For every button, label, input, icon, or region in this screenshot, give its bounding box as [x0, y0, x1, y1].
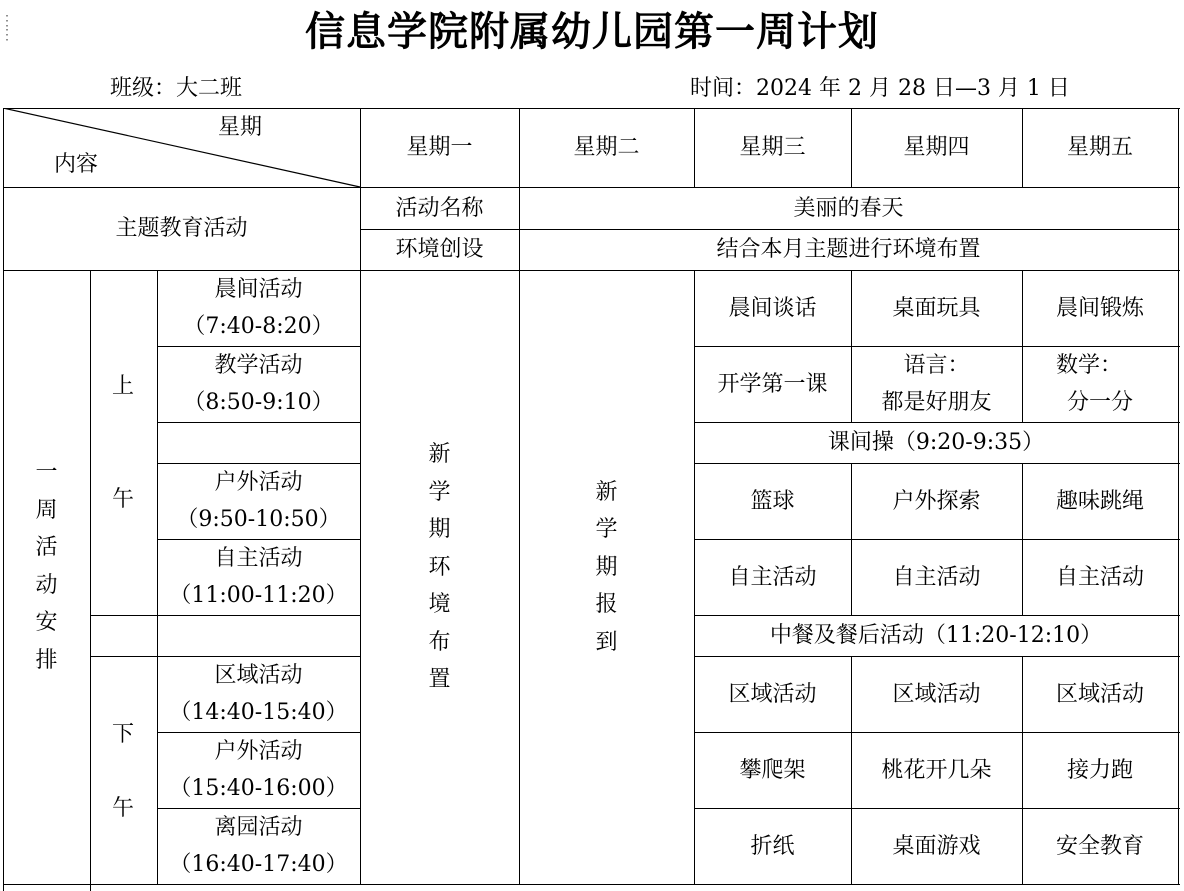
period-time: （15:40-16:00） — [169, 776, 348, 801]
thu-outdoor-am: 户外探索 — [892, 488, 981, 514]
fri-outdoor-pm: 接力跑 — [1066, 757, 1133, 783]
period-outdoor-activity-am — [157, 463, 360, 539]
afternoon-char-1: 下 — [112, 722, 135, 747]
afternoon-char-2: 午 — [112, 796, 135, 821]
period-name: 户外活动 — [214, 470, 303, 495]
wed-morning: 晨间谈话 — [728, 295, 817, 321]
fri-morning: 晨间锻炼 — [1055, 295, 1144, 321]
fri-free: 自主活动 — [1055, 564, 1144, 590]
period-time: （8:50-9:10） — [183, 390, 334, 415]
thu-outdoor-pm: 桃花开几朵 — [881, 757, 992, 783]
theme-label: 主题教育活动 — [115, 216, 248, 241]
fri-area: 区域活动 — [1055, 681, 1144, 707]
wed-area: 区域活动 — [728, 681, 817, 707]
wed-outdoor-am: 篮球 — [750, 488, 795, 514]
fri-departure: 安全教育 — [1055, 833, 1144, 859]
morning-char-2: 午 — [112, 487, 135, 512]
environment-value: 结合本月主题进行环境布置 — [716, 237, 981, 262]
period-free-activity — [157, 539, 360, 615]
thu-area: 区域活动 — [892, 681, 981, 707]
subject-label: 语言： — [903, 353, 970, 378]
corner-weekday-label: 星期 — [218, 115, 263, 140]
period-morning-activity — [157, 270, 360, 346]
tuesday-activity: 新 学 期 报 到 — [595, 479, 618, 655]
header-monday: 星期一 — [406, 135, 473, 160]
morning-label — [90, 270, 157, 615]
period-teaching-activity — [157, 346, 360, 422]
page-title: 信息学院附属幼儿园第一周计划 — [305, 9, 879, 55]
thu-teaching — [851, 346, 1022, 422]
period-name: 离园活动 — [214, 815, 303, 840]
thu-free: 自主活动 — [892, 564, 981, 590]
lesson-title: 分一分 — [1066, 390, 1133, 415]
lesson-title: 都是好朋友 — [881, 390, 992, 415]
subject-label: 数学： — [1055, 353, 1122, 378]
wed-outdoor-pm: 攀爬架 — [739, 757, 806, 783]
period-name: 教学活动 — [214, 353, 303, 378]
period-outdoor-activity-pm — [157, 732, 360, 808]
activity-name-value: 美丽的春天 — [793, 195, 904, 221]
period-time: （9:50-10:50） — [176, 507, 341, 532]
period-time: （11:00-11:20） — [169, 583, 348, 608]
morning-char-1: 上 — [112, 374, 135, 399]
period-departure-activity — [157, 808, 360, 884]
period-time: （7:40-8:20） — [183, 314, 334, 339]
wed-departure: 折纸 — [750, 833, 795, 859]
period-name: 晨间活动 — [214, 277, 303, 302]
environment-label: 环境创设 — [395, 237, 484, 262]
date-range: 时间：2024 年 2 月 28 日—3 月 1 日 — [690, 76, 1070, 101]
class-info: 班级：大二班 — [110, 76, 243, 101]
period-name: 区域活动 — [214, 663, 303, 688]
exercise-break: 课间操（9:20-9:35） — [827, 430, 1045, 455]
corner-content-label: 内容 — [54, 152, 99, 177]
lunch-break: 中餐及餐后活动（11:20-12:10） — [769, 623, 1103, 648]
week-arrangement-label: 一 周 活 动 安 排 — [35, 460, 58, 673]
wed-teaching: 开学第一课 — [717, 371, 828, 397]
period-time: （14:40-15:40） — [169, 700, 348, 725]
header-thursday: 星期四 — [903, 135, 970, 160]
activity-name-label: 活动名称 — [395, 195, 484, 221]
period-name: 户外活动 — [214, 739, 303, 764]
afternoon-label — [90, 656, 157, 885]
header-tuesday: 星期二 — [573, 135, 640, 160]
wed-free: 自主活动 — [728, 564, 817, 590]
monday-activity: 新 学 期 环 境 布 置 — [428, 442, 451, 693]
thu-morning: 桌面玩具 — [892, 295, 981, 321]
header-wednesday: 星期三 — [739, 135, 806, 160]
fri-outdoor-am: 趣味跳绳 — [1055, 488, 1144, 514]
period-area-activity — [157, 656, 360, 732]
period-name: 自主活动 — [214, 546, 303, 571]
period-time: （16:40-17:40） — [169, 852, 348, 877]
thu-departure: 桌面游戏 — [892, 833, 981, 859]
fri-teaching — [1022, 346, 1178, 422]
header-friday: 星期五 — [1066, 135, 1133, 160]
margin-dots: ⋮ ⋮ — [0, 13, 14, 43]
